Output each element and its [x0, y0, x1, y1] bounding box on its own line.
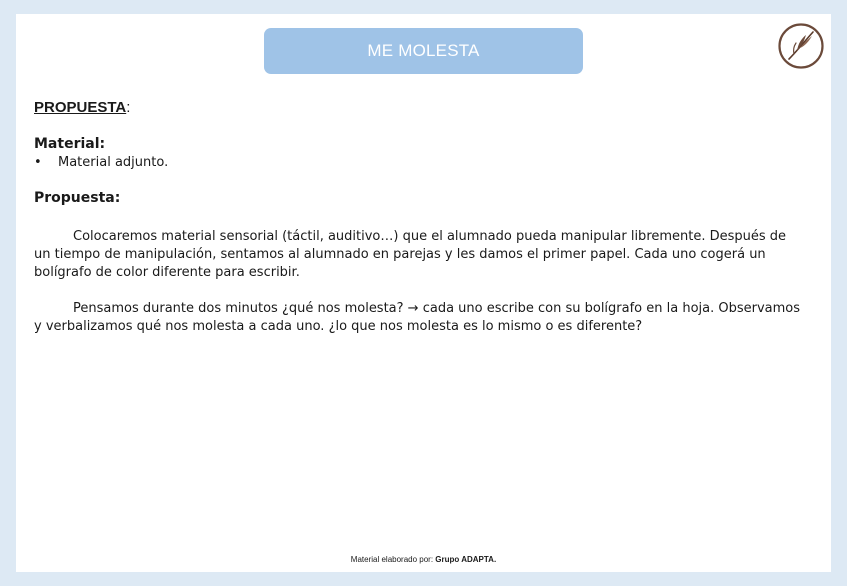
- footer-credit: [16, 555, 831, 564]
- propuesta-paragraph-2: Pensamos durante dos minutos ¿qué nos molesta? → cada uno escribe con su bolígrafo en la hoja. Observamos y verbalizamos qué nos molesta a cada uno. ¿lo que nos molesta es lo mismo o es diferente?: [34, 301, 801, 334]
- material-heading: Material:: [34, 136, 106, 152]
- footer-prefix: Material elaborado por:: [350, 555, 436, 564]
- feather-circle-logo-icon: [777, 22, 825, 70]
- page-title: ME MOLESTA: [264, 28, 583, 74]
- propuesta-heading: Propuesta:: [34, 190, 121, 206]
- propuesta-paragraph-1: Colocaremos material sensorial (táctil, auditivo…) que el alumnado pueda manipular libremente. Después de un tiempo de manipulación, sentamos al alumnado en parejas y les damos el primer papel. Cada uno cogerá un bolígrafo de color diferente para escribir.: [34, 229, 787, 280]
- section-heading-text: PROPUESTA: [34, 99, 127, 116]
- document-page: [16, 14, 831, 572]
- bullet-icon: •: [34, 155, 42, 170]
- footer-author: Grupo ADAPTA.: [435, 555, 497, 564]
- material-item-text: Material adjunto.: [58, 155, 169, 170]
- list-item: [34, 155, 168, 170]
- section-heading-colon: :: [126, 99, 131, 116]
- section-heading: [34, 99, 130, 116]
